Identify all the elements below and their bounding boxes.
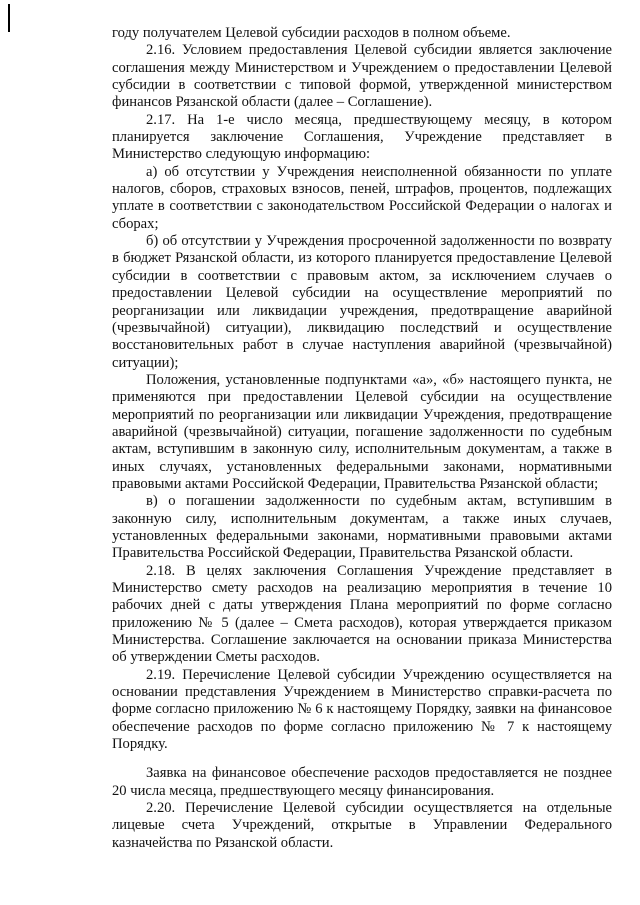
paragraph: 2.16. Условием предоставления Целевой субсидии является заключение соглашения между Министерством и Учреждением о предоставлении Целевой субсидии в соответствии с типовой формой, утвержденной министерством финансов Рязанской области (далее – Соглашение). <box>112 42 612 111</box>
paragraph: Положения, установленные подпунктами «а», «б» настоящего пункта, не применяются при предоставлении Целевой субсидии на осуществление мероприятий по реорганизации или ликвидации Учреждения, предотвращение аварийной (чрезвычайной) ситуации, погашение задолженности по судебным актам, вступившим в законную силу, исполнительным документам, а также в иных случаях, установленных федеральными законами, нормативными правовыми актами Российской Федерации, Правительства Рязанской области; <box>112 371 612 492</box>
document-body <box>112 25 612 852</box>
paragraph: 2.18. В целях заключения Соглашения Учреждение представляет в Министерство смету расходов на реализацию мероприятия в течение 10 рабочих дней с даты утверждения Плана мероприятий по форме согласно приложению № 5 (далее – Смета расходов), которая утверждается приказом Министерства. Соглашение заключается на основании приказа Министерства об утверждении Сметы расходов. <box>112 562 612 666</box>
paragraph: году получателем Целевой субсидии расходов в полном объеме. <box>112 25 511 41</box>
paragraph: в) о погашении задолженности по судебным актам, вступившим в законную силу, исполнительным документам, а также иных случаев, установленных федеральными законами, нормативными правовыми актами Правительства Российской Федерации, Правительства Рязанской области. <box>112 493 612 562</box>
paragraph: Заявка на финансовое обеспечение расходов предоставляется не позднее 20 числа месяца, предшествующего месяцу финансирования. <box>112 765 612 799</box>
paragraph: 2.20. Перечисление Целевой субсидии осуществляется на отдельные лицевые счета Учреждений, открытые в Управлении Федерального казначейства по Рязанской области. <box>112 800 612 851</box>
paragraph: а) об отсутствии у Учреждения неисполненной обязанности по уплате налогов, сборов, страховых взносов, пеней, штрафов, процентов, подлежащих уплате в соответствии с законодательством Российской Федерации о налогах и сборах; <box>112 163 612 232</box>
paragraph: 2.19. Перечисление Целевой субсидии Учреждению осуществляется на основании представления Учреждением в Министерство справки-расчета по форме согласно приложению № 6 к настоящему Порядку, заявки на финансовое обеспечение расходов по форме согласно приложению № 7 к настоящему Порядку. <box>112 666 612 753</box>
paragraph: 2.17. На 1-е число месяца, предшествующему месяцу, в котором планируется заключение Соглашения, Учреждение представляет в Министерство следующую информацию: <box>112 111 612 163</box>
paragraph: б) об отсутствии у Учреждения просроченной задолженности по возврату в бюджет Рязанской области, из которого планируется предоставление Целевой субсидии в соответствии с правовым актом, за исключением случаев о предоставлении Целевой субсидии на осуществление мероприятий по реорганизации или ликвидации учреждения, предотвращение аварийной (чрезвычайной) ситуации), ликвидацию последствий и осуществление восстановительных работ в случае наступления аварийной (чрезвычайной) ситуации); <box>112 233 612 371</box>
margin-line <box>8 4 10 32</box>
